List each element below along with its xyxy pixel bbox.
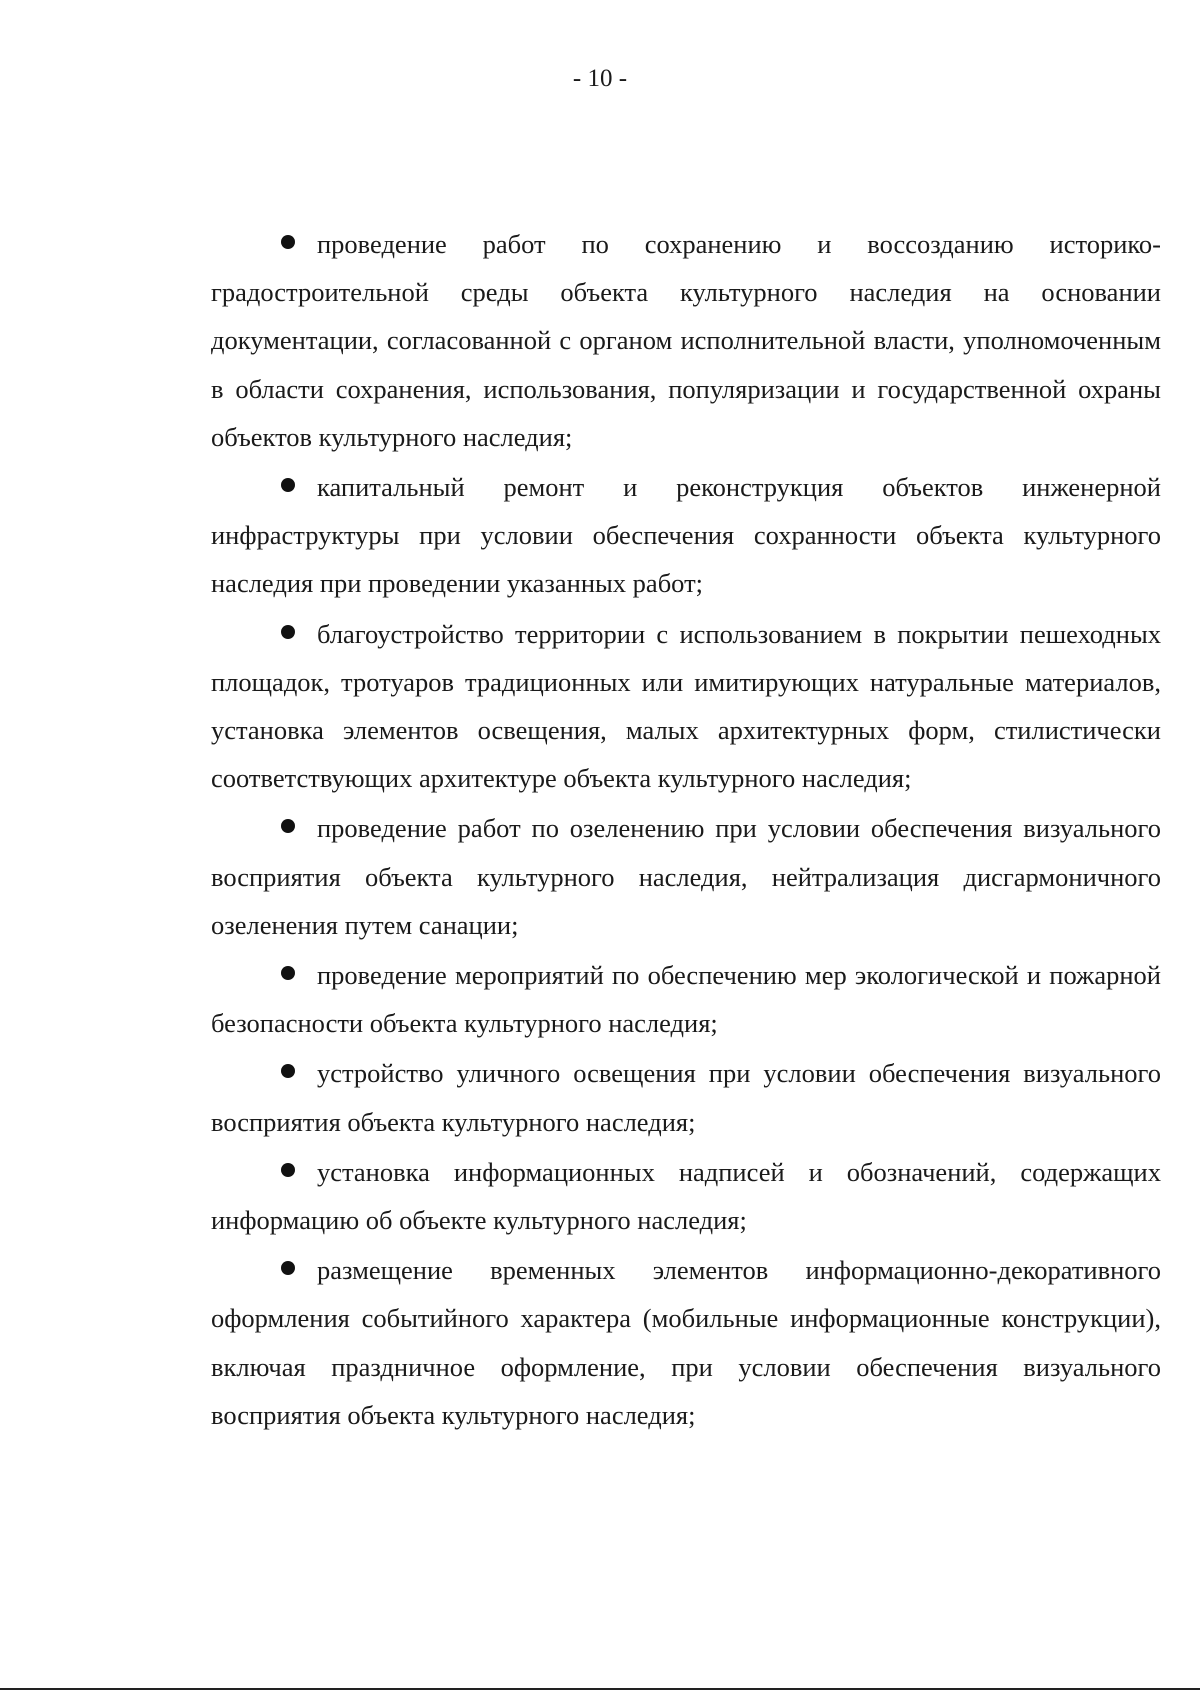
list-item-text: устройство уличного освещения при условии обеспечения визуального восприятия объекта культурного наследия; [211, 1058, 1161, 1137]
bullet-list [211, 220, 1161, 1441]
list-item [211, 463, 1161, 608]
list-item-text: размещение временных элементов информационно-декоративного оформления событийного характера (мобильные информационные конструкции), включая праздничное оформление, при условии обеспечения визуального восприятия объекта культурного наследия; [211, 1255, 1161, 1430]
bullet-icon [281, 235, 295, 249]
list-item [211, 1246, 1161, 1439]
bullet-icon [281, 478, 295, 492]
bullet-icon [281, 1064, 295, 1078]
list-item [211, 220, 1161, 461]
list-item [211, 610, 1161, 803]
bullet-icon [281, 625, 295, 639]
list-item-text: благоустройство территории с использованием в покрытии пешеходных площадок, тротуаров традиционных или имитирующих натуральные материалов, установка элементов освещения, малых архитектурных форм, стилистически соответствующих архитектуре объекта культурного наследия; [211, 618, 1161, 794]
list-item [211, 804, 1161, 949]
bullet-icon [281, 1163, 295, 1177]
page-number: - 10 - [572, 65, 628, 92]
list-item-text: капитальный ремонт и реконструкция объектов инженерной инфраструктуры при условии обеспечения сохранности объекта культурного наследия при проведении указанных работ; [211, 472, 1161, 599]
list-item [211, 1148, 1161, 1244]
bullet-icon [281, 1261, 295, 1275]
list-item-text: проведение мероприятий по обеспечению мер экологической и пожарной безопасности объекта культурного наследия; [211, 960, 1161, 1039]
list-item-text: проведение работ по сохранению и воссозданию историко-градостроительной среды объекта культурного наследия на основании документации, согласованной с органом исполнительной власти, уполномоченным в области сохранения, использования, популяризации и государственной охраны объектов культурного наследия; [211, 229, 1161, 452]
list-item [211, 951, 1161, 1047]
page-bottom-edge [0, 1688, 1200, 1690]
list-item-text: установка информационных надписей и обозначений, содержащих информацию об объекте культурного наследия; [211, 1156, 1161, 1236]
list-item [211, 1049, 1161, 1145]
bullet-icon [281, 966, 295, 980]
bullet-icon [281, 819, 295, 833]
list-item-text: проведение работ по озеленению при условии обеспечения визуального восприятия объекта культурного наследия, нейтрализация дисгармоничного озеленения путем санации; [211, 813, 1161, 940]
